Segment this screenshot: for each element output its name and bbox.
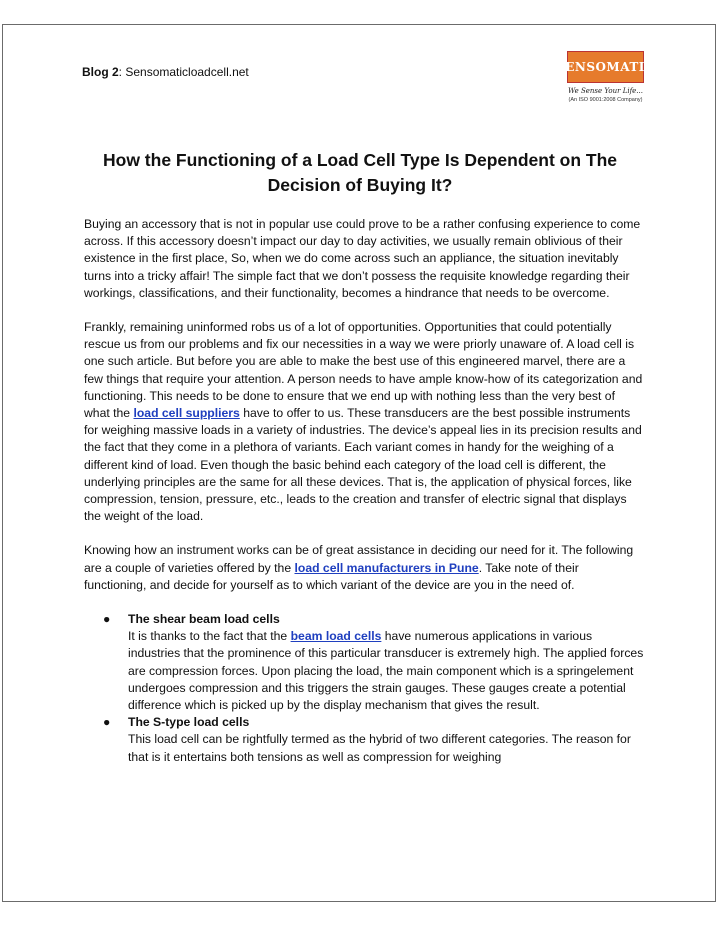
list-item [84,611,644,714]
paragraph-2-text-b: have to offer to us. These transducers are the best possible instruments for weighing massive loads in a variety of industries. The device’s appeal lies in its precision results and the fact that they come in a plethora of variants. Each variant comes in handy for the weighing of a different kind of load. Even though the basic behind each category of the load cell is different, the underlying principles are the same for all these devices. That is, the application of physical forces, like compression, tension, pressure, etc., leads to the creation and transfer of electric signal that displays the weight of the load. [84,406,642,524]
blog-header [82,65,249,79]
load-cell-types-list [84,611,644,766]
load-cell-suppliers-link[interactable]: load cell suppliers [133,406,240,421]
paragraph-1: Buying an accessory that is not in popular use could prove to be a rather confusing experience to come across. If this accessory doesn’t impact our day to day activities, we usually remain oblivious of their existence in the first place, So, when we do come across such an appliance, the situation inevitably turns into a tricky affair! The simple fact that we don’t possess the requisite knowledge regarding their workings, classifications, and their functionality, becomes a hindrance that needs to be overcome. [84,217,641,300]
logo-tagline: We Sense Your Life... [567,87,643,95]
beam-load-cells-link[interactable]: beam load cells [290,629,382,644]
logo-wordmark: SENSOMATIC [567,51,644,83]
bullet-icon: ● [103,715,111,730]
paragraph-2 [84,319,644,525]
paragraph-2-text-a: Frankly, remaining uninformed robs us of a lot of opportunities. Opportunities that could potentially rescue us from our problems and fix our necessities in a way we were priorly unaware of. A load cell is one such article. But before you are able to make the best use of this engineered marvel, there are a few things that require your attention. A person needs to have ample know-how of its categorization and functioning. This needs to be done to ensure that we end up with nothing less than the very best of what the [84,320,643,421]
company-logo [556,51,655,117]
list-item-text [128,628,644,714]
list-item [84,714,644,766]
paragraph-3-text-a: Knowing how an instrument works can be of great assistance in deciding our need for it. The following are a couple of varieties offered by the [84,543,634,575]
list-item-text-a: It is thanks to the fact that the [128,629,291,644]
paragraph-3-text-b: . Take note of their functioning, and decide for yourself as to which variant of the device are you in the need of. [84,560,579,592]
list-item-title: The S-type load cells [128,715,250,730]
load-cell-manufacturers-link[interactable]: load cell manufacturers in Pune [294,560,479,575]
list-item-title: The shear beam load cells [128,612,280,627]
list-item-text: This load cell can be rightfully termed as the hybrid of two different categories. The reason for that is it entertains both tensions as well as compression for weighing [128,732,631,764]
paragraph-3 [84,542,644,594]
logo-iso: (An ISO 9001:2008 Company) [568,97,643,103]
article-body [84,216,644,766]
site-name: : Sensomaticloadcell.net [118,65,249,79]
list-item-text-b: have numerous applications in various industries that the prominence of this particular transducer is extremely high. The applied forces are compression forces. Upon placing the load, the main component which is a springelement undergoes compression and this triggers the strain gauges. These gauges create a potential difference which is picked up by the display mechanism that gives the result. [128,629,644,713]
bullet-icon: ● [103,612,111,627]
article-title: How the Functioning of a Load Cell Type Is Dependent on The Decision of Buying It? [103,150,617,195]
blog-label: Blog 2 [82,65,119,79]
